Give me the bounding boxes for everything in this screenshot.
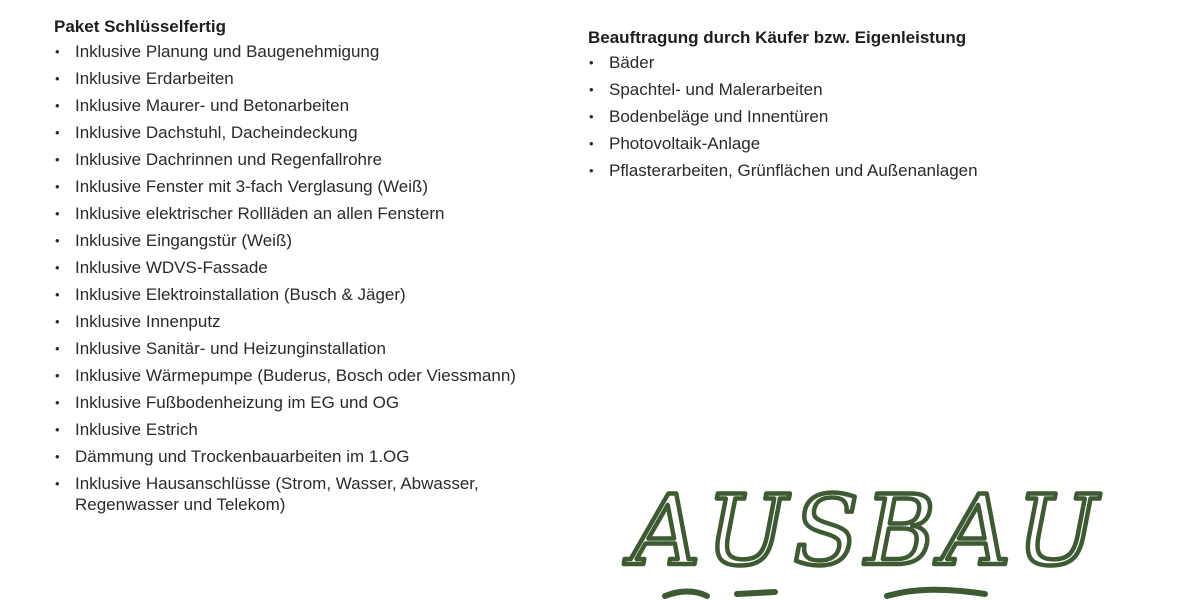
list-item — [54, 284, 554, 305]
list-item-label: Inklusive elektrischer Rollläden an allen Fenstern — [75, 204, 445, 223]
list-item — [588, 79, 1148, 100]
logo-flourish — [887, 590, 985, 596]
list-item — [54, 338, 554, 359]
list-item-label: Inklusive Erdarbeiten — [75, 69, 234, 88]
buyer-commission-heading: Beauftragung durch Käufer bzw. Eigenleistung — [588, 28, 967, 47]
list-item-label: Inklusive Wärmepumpe (Buderus, Bosch oder Viessmann) — [75, 366, 516, 385]
list-item — [54, 446, 554, 467]
list-item-label: Inklusive Dachstuhl, Dacheindeckung — [75, 123, 358, 142]
list-item-label: Inklusive Elektroinstallation (Busch & Jäger) — [75, 285, 406, 304]
bullet-icon: • — [55, 422, 60, 437]
list-item-label: Photovoltaik-Anlage — [609, 134, 761, 153]
ausbau-logo — [625, 475, 1104, 600]
bullet-icon: • — [55, 368, 60, 383]
ausbau-logo-text: AUSBAU — [631, 475, 1104, 587]
list-item-label: Inklusive Dachrinnen und Regenfallrohre — [75, 150, 383, 169]
bullet-icon: • — [55, 314, 60, 329]
bullet-icon: • — [589, 109, 594, 124]
bullet-icon: • — [55, 287, 60, 302]
list-item — [588, 160, 1148, 181]
list-item-label: Spachtel- und Malerarbeiten — [609, 80, 823, 99]
bullet-icon: • — [55, 476, 60, 491]
bullet-icon: • — [55, 125, 60, 140]
package-turnkey-section — [54, 16, 554, 521]
list-item — [54, 473, 505, 515]
list-item — [588, 52, 1148, 73]
bullet-icon: • — [55, 341, 60, 356]
list-item-label: Inklusive Planung und Baugenehmigung — [75, 42, 380, 61]
list-item-label: Inklusive Hausanschlüsse (Strom, Wasser, Abwasser, Regenwasser und Telekom) — [75, 474, 479, 514]
bullet-icon: • — [55, 395, 60, 410]
list-item-label: Inklusive Maurer- und Betonarbeiten — [75, 96, 350, 115]
list-item — [54, 311, 554, 332]
list-item — [54, 419, 554, 440]
list-item — [54, 41, 554, 62]
bullet-icon: • — [55, 98, 60, 113]
buyer-commission-section — [588, 27, 1148, 187]
list-item — [54, 203, 554, 224]
list-item-label: Inklusive Estrich — [75, 420, 198, 439]
list-item — [54, 176, 554, 197]
bullet-icon: • — [589, 163, 594, 178]
list-item — [54, 365, 554, 386]
bullet-icon: • — [55, 260, 60, 275]
list-item — [54, 95, 554, 116]
list-item-label: Dämmung und Trockenbauarbeiten im 1.OG — [75, 447, 410, 466]
logo-flourish — [737, 592, 775, 594]
list-item — [588, 133, 1148, 154]
list-item — [54, 230, 554, 251]
buyer-commission-list — [588, 52, 1148, 181]
bullet-icon: • — [55, 233, 60, 248]
list-item — [54, 392, 554, 413]
bullet-icon: • — [589, 136, 594, 151]
bullet-icon: • — [589, 82, 594, 97]
list-item-label: Inklusive Innenputz — [75, 312, 221, 331]
list-item — [54, 149, 554, 170]
bullet-icon: • — [55, 71, 60, 86]
list-item-label: Inklusive Eingangstür (Weiß) — [75, 231, 292, 250]
list-item-label: Inklusive Fußbodenheizung im EG und OG — [75, 393, 400, 412]
bullet-icon: • — [55, 152, 60, 167]
list-item — [54, 68, 554, 89]
bullet-icon: • — [55, 44, 60, 59]
bullet-icon: • — [55, 206, 60, 221]
list-item-label: Inklusive Fenster mit 3-fach Verglasung (Weiß) — [75, 177, 429, 196]
package-turnkey-heading: Paket Schlüsselfertig — [54, 17, 226, 36]
list-item-label: Inklusive Sanitär- und Heizunginstallation — [75, 339, 386, 358]
list-item-label: Bodenbeläge und Innentüren — [609, 107, 829, 126]
list-item-label: Pflasterarbeiten, Grünflächen und Außenanlagen — [609, 161, 978, 180]
bullet-icon: • — [55, 179, 60, 194]
list-item-label: Bäder — [609, 53, 655, 72]
package-turnkey-list — [54, 41, 554, 515]
logo-flourish — [665, 592, 707, 597]
list-item — [588, 106, 1148, 127]
list-item-label: Inklusive WDVS-Fassade — [75, 258, 268, 277]
list-item — [54, 122, 554, 143]
bullet-icon: • — [589, 55, 594, 70]
bullet-icon: • — [55, 449, 60, 464]
list-item — [54, 257, 554, 278]
